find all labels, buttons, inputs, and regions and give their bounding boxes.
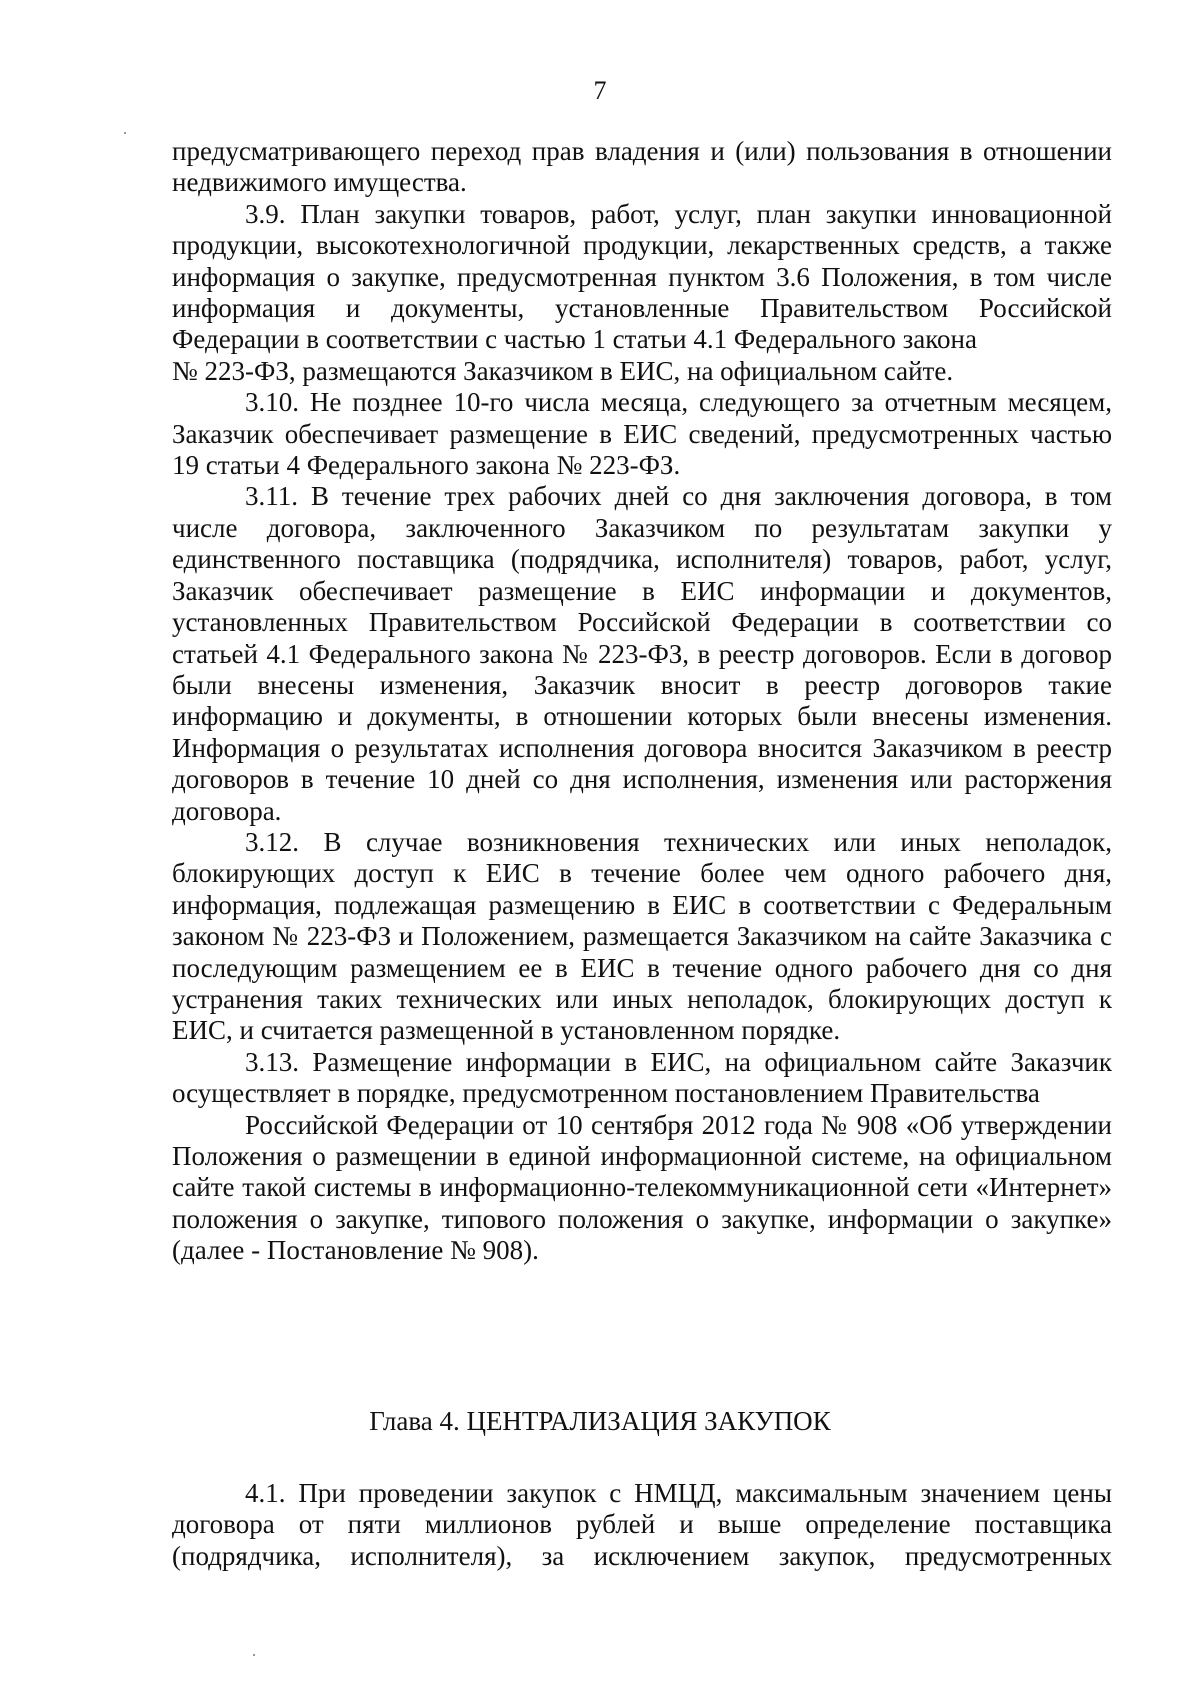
paragraph-4-1: 4.1. При проведении закупок с НМЦД, максимальным значением цены договора от пяти миллионов рублей и выше определение поставщика (подрядчика, исполнителя), за исключением закупок, предусмотренных xyxy=(172,1478,1112,1571)
scan-speck xyxy=(253,1654,255,1656)
chapter-body-text xyxy=(172,1478,1112,1572)
paragraph-3-10: 3.10. Не позднее 10-го числа месяца, следующего за отчетным месяцем, Заказчик обеспечивает размещение в ЕИС сведений, предусмотренных частью 19 статьи 4 Федерального закона № 223-ФЗ. xyxy=(172,387,1112,481)
paragraph-continuation: предусматривающего переход прав владения и (или) пользования в отношении недвижимого имущества. xyxy=(172,136,1112,198)
page-number: 7 xyxy=(593,76,607,105)
paragraph-3-13: 3.13. Размещение информации в ЕИС, на официальном сайте Заказчик осуществляет в порядке, предусмотренном постановлением Правительства xyxy=(172,1046,1112,1109)
paragraph-3-13-continuation: Российской Федерации от 10 сентября 2012 года № 908 «Об утверждении Положения о размещении в единой информационной системе, на официальном сайте такой системы в информационно-телекоммуникационной сети «Интернет» положения о закупке, типового положения о закупке, информации о закупке» (далее - Постановление № 908). xyxy=(172,1109,1112,1266)
paragraph-3-11: 3.11. В течение трех рабочих дней со дня заключения договора, в том числе договора, заключенного Заказчиком по результатам закупки у единственного поставщика (подрядчика, исполнителя) товаров, работ, услуг, Заказчик обеспечивает размещение в ЕИС информации и документов, установленных Правительством Российской Федерации в соответствии со статьей 4.1 Федерального закона № 223-ФЗ, в реестр договоров. Если в договор были внесены изменения, Заказчик вносит в реестр договоров такие информацию и документы, в отношении которых были внесены изменения. Информация о результатах исполнения договора вносится Заказчиком в реестр договоров в течение 10 дней со дня исполнения, изменения или расторжения договора. xyxy=(172,481,1112,826)
paragraph-3-9-continuation: № 223-ФЗ, размещаются Заказчиком в ЕИС, на официальном сайте. xyxy=(172,355,954,386)
body-text xyxy=(172,136,1112,1267)
chapter-heading: Глава 4. ЦЕНТРАЛИЗАЦИЯ ЗАКУПОК xyxy=(369,1406,831,1436)
paragraph-3-12: 3.12. В случае возникновения технических или иных неполадок, блокирующих доступ к ЕИС в течение более чем одного рабочего дня, информация, подлежащая размещению в ЕИС в соответствии с Федеральным законом № 223-ФЗ и Положением, размещается Заказчиком на сайте Заказчика с последующим размещением ее в ЕИС в течение одного рабочего дня со дня устранения таких технических или иных неполадок, блокирующих доступ к ЕИС, и считается размещенной в установленном порядке. xyxy=(172,826,1112,1046)
paragraph-3-9: 3.9. План закупки товаров, работ, услуг, план закупки инновационной продукции, высокотехнологичной продукции, лекарственных средств, а также информация о закупке, предусмотренная пунктом 3.6 Положения, в том числе информация и документы, установленные Правительством Российской Федерации в соответствии с частью 1 статьи 4.1 Федерального закона xyxy=(172,198,1112,355)
scan-speck xyxy=(124,132,126,134)
